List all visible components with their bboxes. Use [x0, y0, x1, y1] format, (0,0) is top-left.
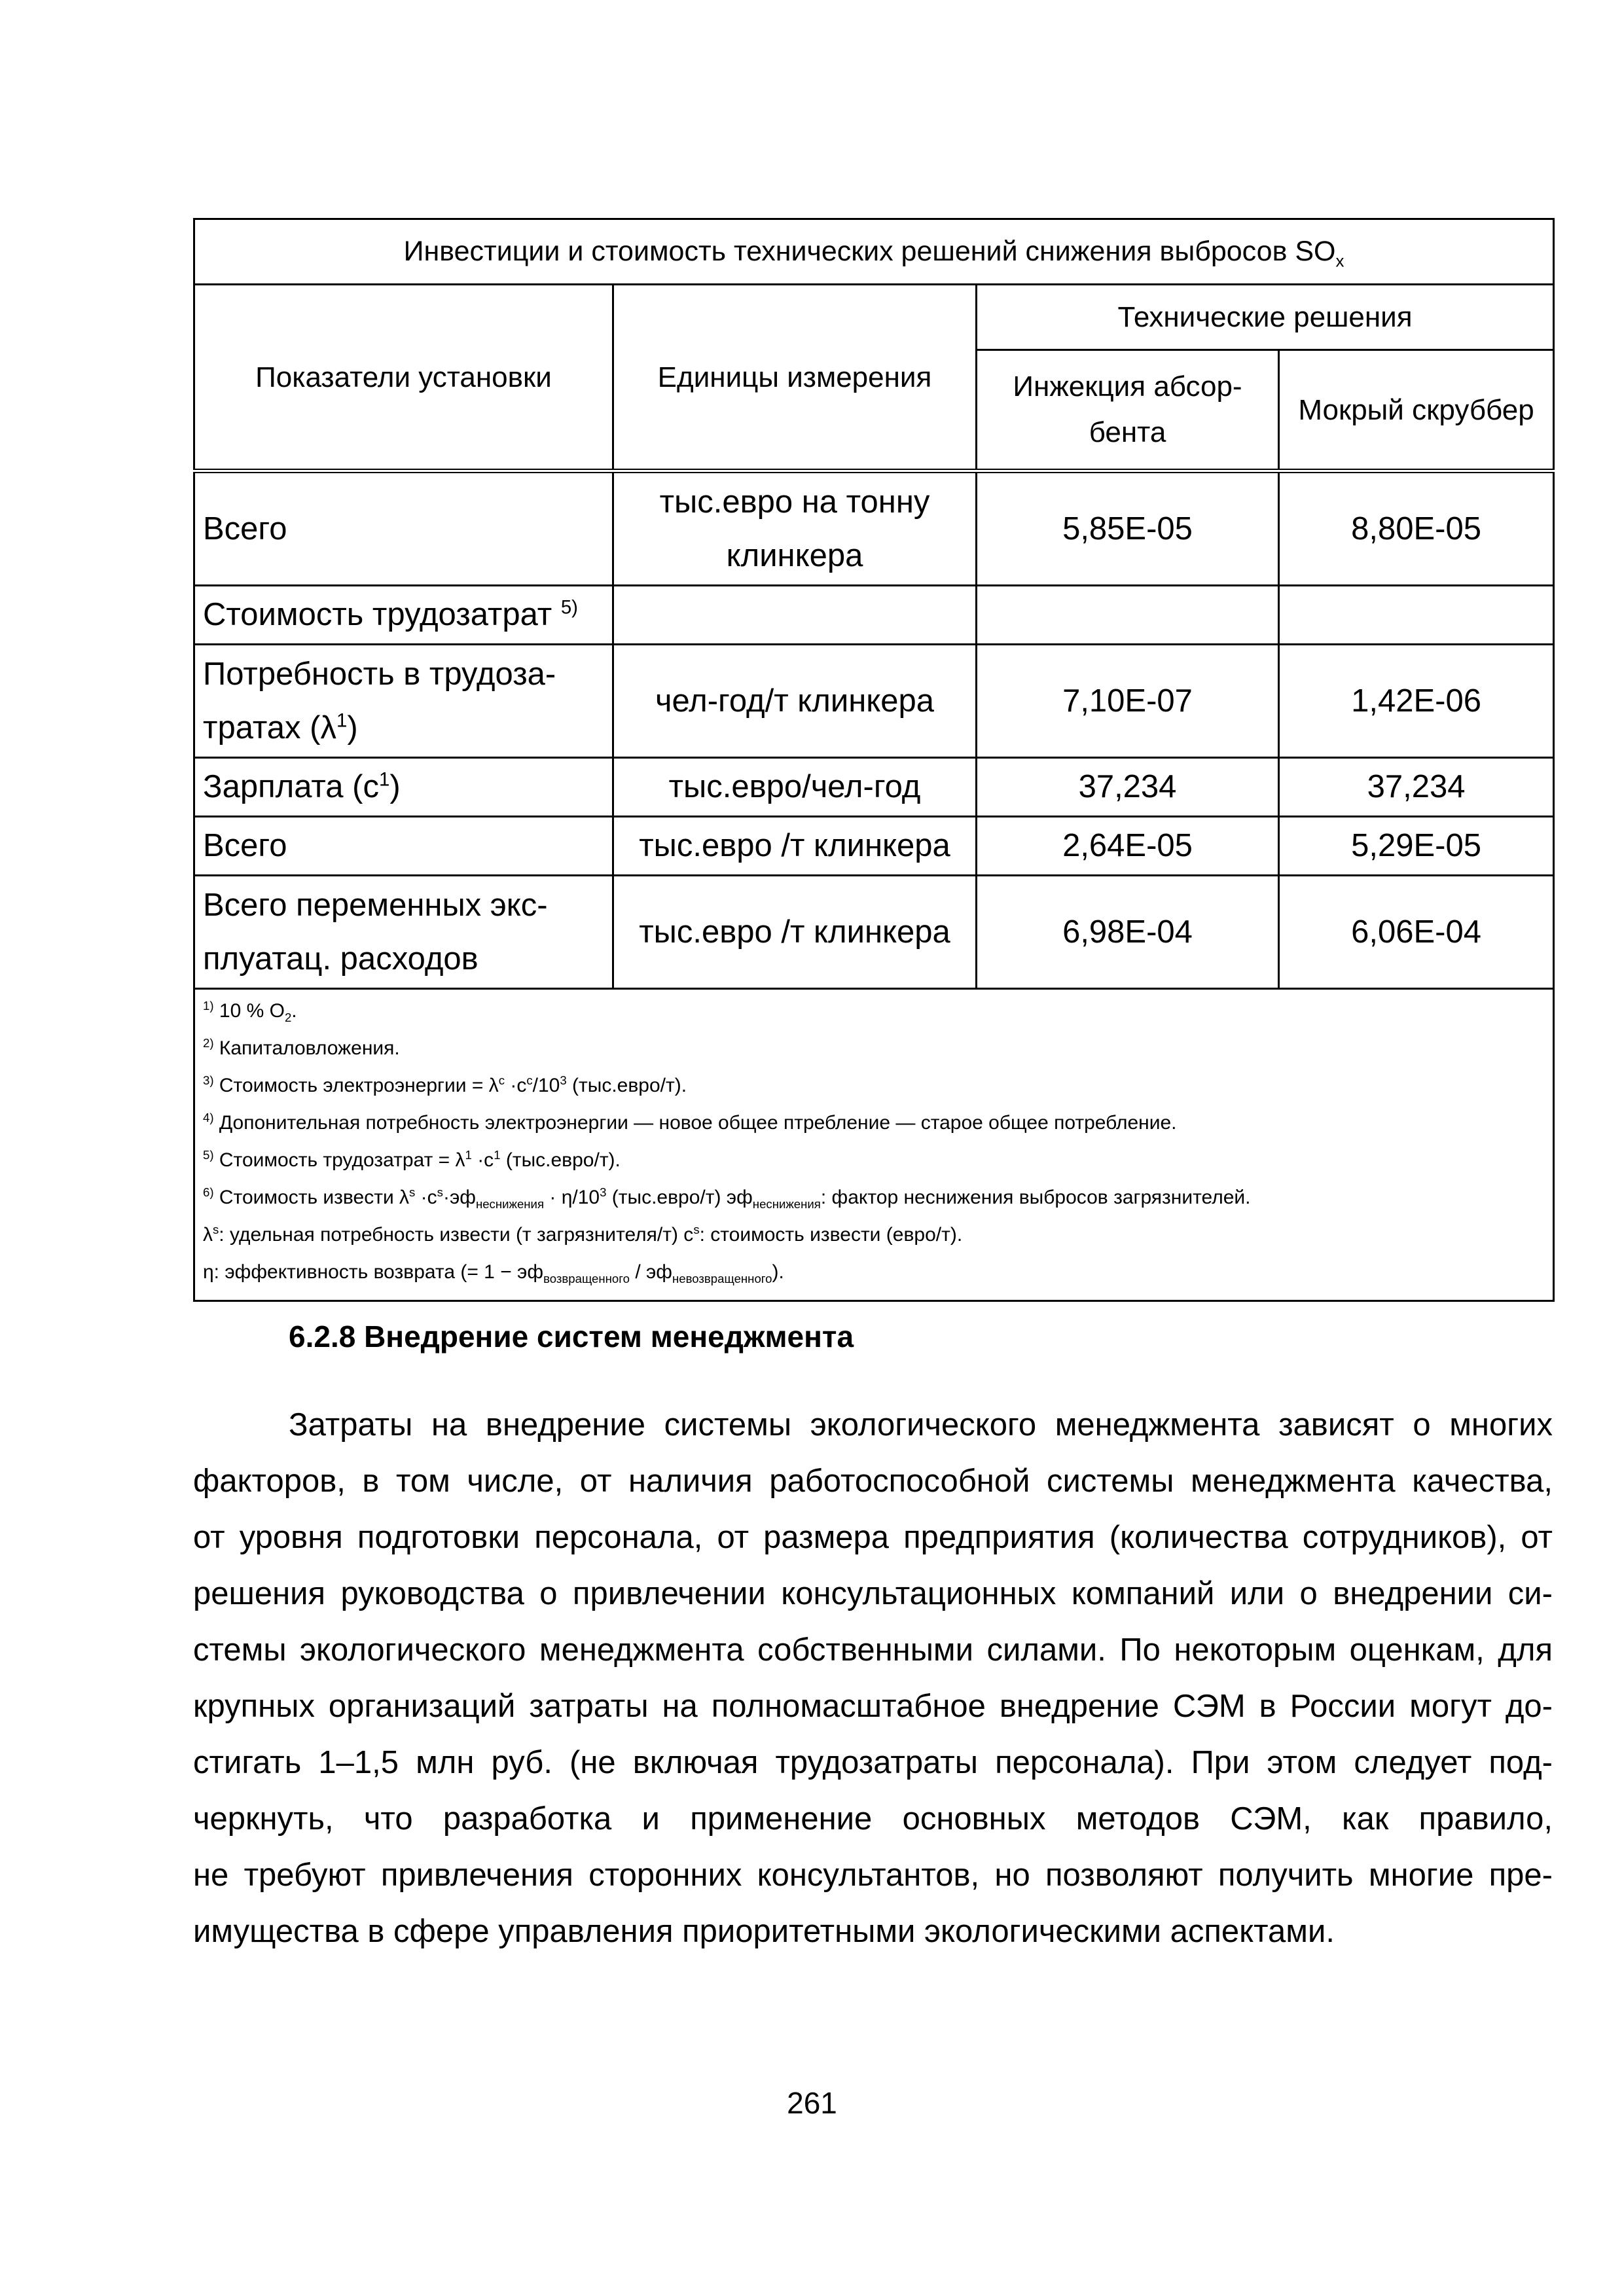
row-label: Потребность в трудоза- тратах $(\lambda^1)$ — [194, 645, 613, 758]
footnote: $^{3)}$ Стоимость электроэнергии = $\lambda^c \cdot c^c/10^3$ (тыс.евро/т). — [203, 1073, 687, 1096]
cost-table — [193, 218, 1555, 1302]
row-label: Всего — [194, 471, 613, 586]
table-row — [194, 758, 1554, 817]
row-units — [613, 586, 977, 645]
row-value-injection: 7,10Е-07 — [977, 645, 1279, 758]
header-units: Единицы измерения — [613, 285, 977, 471]
paragraph-line: крупных организаций затраты на полномасштабное внедрение СЭМ в России могут до- — [193, 1689, 1553, 1724]
table-title: Инвестиции и стоимость технических решений снижения выбросов $SO_x$ — [194, 219, 1554, 285]
header-wet-scrubber: Мокрый скруббер — [1279, 350, 1554, 471]
row-value-scrubber — [1279, 586, 1554, 645]
header-parameter: Показатели установки — [194, 285, 613, 471]
paragraph-line: черкнуть, что разработка и применение основных методов СЭМ, как правило, — [193, 1801, 1553, 1837]
row-label: Всего — [194, 817, 613, 876]
paragraph-line: решения руководства о привлечении консультационных компаний или о внедрении си- — [193, 1576, 1553, 1611]
paragraph-line: факторов, в том числе, от наличия работоспособной системы менеджмента качества, — [193, 1463, 1553, 1499]
row-value-injection: 37,234 — [977, 758, 1279, 817]
paragraph-line: стемы экологического менеджмента собственными силами. По некоторым оценкам, для — [193, 1632, 1553, 1668]
paragraph-line: стигать 1–1,5 млн руб. (не включая трудозатраты персонала). При этом следует под- — [193, 1745, 1553, 1780]
footnote: $\lambda^s$: удельная потребность извести (т загрязнителя/т) $c^s$: стоимость извести (евро/т). — [203, 1223, 963, 1246]
row-value-scrubber: 8,80Е-05 — [1279, 471, 1554, 586]
paragraph-line: не требуют привлечения сторонних консультантов, но позволяют получить многие пре- — [193, 1857, 1553, 1893]
section-body — [193, 1397, 1553, 1960]
row-value-injection: 6,98Е-04 — [977, 876, 1279, 989]
table-row — [194, 876, 1554, 989]
row-value-scrubber: 37,234 — [1279, 758, 1554, 817]
paragraph-line: Затраты на внедрение системы экологического менеджмента зависят о многих — [289, 1407, 1553, 1443]
paragraph-line: имущества в сфере управления приоритетными экологическими аспектами. — [193, 1914, 1335, 1949]
table-row — [194, 817, 1554, 876]
header-sorbent-injection: Инжекция абсор- бента — [977, 350, 1279, 471]
row-label: Всего переменных экс- плуатац. расходов — [194, 876, 613, 989]
row-units: тыс.евро /т клинкера — [613, 876, 977, 989]
header-tech-solutions: Технические решения — [977, 285, 1554, 350]
row-value-scrubber: 5,29Е-05 — [1279, 817, 1554, 876]
table-row — [194, 645, 1554, 758]
row-units: тыс.евро/чел-год — [613, 758, 977, 817]
row-value-scrubber: 6,06Е-04 — [1279, 876, 1554, 989]
row-label: Зарплата $(c^1)$ — [194, 758, 613, 817]
row-units: чел-год/т клинкера — [613, 645, 977, 758]
table-row — [194, 471, 1554, 586]
table-row — [194, 586, 1554, 645]
footnote: $^{1)}$ 10 % $O_2$. — [203, 999, 297, 1024]
footnote: $^{4)}$ Допонительная потребность электроэнергии — новое общее птребление — старое общее потребление. — [203, 1111, 1177, 1134]
paragraph-line: от уровня подготовки персонала, от размера предприятия (количества сотрудников), от — [193, 1520, 1553, 1555]
row-value-injection: 5,85Е-05 — [977, 471, 1279, 586]
footnote: η: эффективность возврата (= $1 - эф_{возвращенного} / эф_{невозвращенного}$). — [203, 1261, 784, 1285]
footnote: $^{2)}$ Капиталовложения. — [203, 1036, 400, 1059]
section-heading: 6.2.8 Внедрение систем менеджмента — [289, 1319, 854, 1354]
row-units: тыс.евро на тонну клинкера — [613, 471, 977, 586]
row-units: тыс.евро /т клинкера — [613, 817, 977, 876]
row-value-scrubber: 1,42Е-06 — [1279, 645, 1554, 758]
page-number: 261 — [787, 2086, 837, 2120]
footnote: $^{6)}$ Стоимость извести $\lambda^s \cdot c^s\cdot эф_{неснижения} \cdot \eta/10^3$ (тыс.евро/т) $эф_{неснижения}$: фактор неснижения выбросов загрязнителей. — [203, 1185, 1251, 1211]
table-footnotes — [194, 989, 1554, 1301]
row-label: Стоимость трудозатрат $^{5)}$ — [194, 586, 613, 645]
row-value-injection — [977, 586, 1279, 645]
row-value-injection: 2,64Е-05 — [977, 817, 1279, 876]
footnote: $^{5)}$ Стоимость трудозатрат = $\lambda^1 \cdot c^1$ (тыс.евро/т). — [203, 1148, 621, 1171]
